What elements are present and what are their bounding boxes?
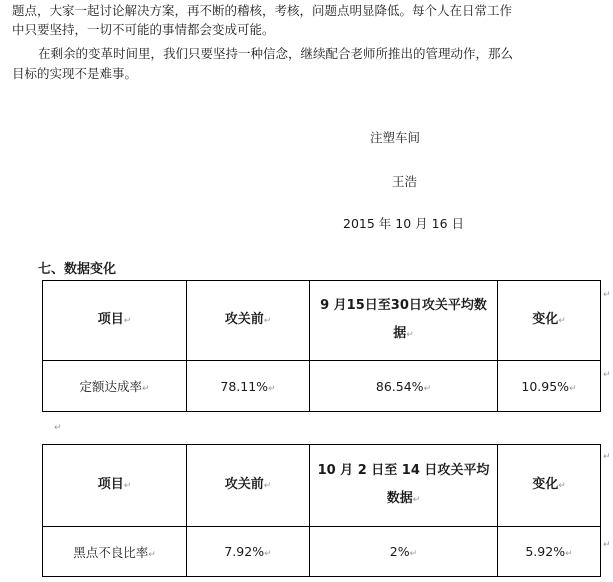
value-cell: 7.92%↵	[187, 527, 310, 577]
paragraph-mark: ↵	[558, 481, 566, 491]
paragraph-mark: ↵	[263, 481, 272, 491]
value-cell: 10.95%↵	[498, 361, 601, 412]
author-name: 王浩	[392, 174, 418, 189]
paragraph-mark: ↵	[54, 423, 62, 433]
paragraph-mark: ↵	[268, 383, 276, 394]
header-cell: 变化↵	[498, 281, 601, 361]
row-end-mark: ↵	[603, 370, 611, 380]
paragraph-line: 中只要坚持，一切不可能的事情都会变成可能。	[12, 22, 275, 37]
paragraph-mark: ↵	[558, 316, 566, 326]
paragraph-mark: ↵	[263, 316, 272, 326]
row-end-mark: ↵	[603, 452, 611, 462]
data-table-1	[42, 280, 601, 412]
value-cell: 78.11%↵	[187, 361, 310, 412]
paragraph-mark: ↵	[123, 481, 132, 491]
paragraph-line: 在剩余的变革时间里，我们只要坚持一种信念，继续配合老师所推出的管理动作，那么	[38, 46, 514, 61]
table-header-row	[43, 281, 601, 361]
paragraph-mark: ↵	[565, 549, 573, 559]
row-label-cell: 黑点不良比率↵	[43, 527, 187, 577]
header-cell: 攻关前↵	[187, 281, 310, 361]
header-cell: 项目↵	[43, 445, 187, 527]
document-date: 2015 年 10 月 16 日	[343, 216, 464, 231]
paragraph-mark: ↵	[123, 316, 132, 326]
row-label-cell: 定额达成率↵	[43, 361, 187, 412]
paragraph-mark: ↵	[148, 549, 156, 560]
paragraph-line: 题点，大家一起讨论解决方案，再不断的稽核，考核，问题点明显降低。每个人在日常工作	[12, 3, 513, 18]
section-title: 七、数据变化	[38, 262, 117, 277]
value-cell: 5.92%↵	[498, 527, 601, 577]
department-name: 注塑车间	[370, 130, 421, 145]
row-end-mark: ↵	[603, 540, 611, 550]
header-cell: 变化↵	[498, 445, 601, 527]
paragraph-mark: ↵	[412, 495, 421, 505]
paragraph-line: 目标的实现不是难事。	[12, 66, 138, 81]
row-end-mark: ↵	[603, 290, 611, 300]
table-row	[43, 527, 601, 577]
table-row	[43, 361, 601, 412]
paragraph-mark: ↵	[409, 549, 418, 559]
paragraph-mark: ↵	[423, 383, 432, 394]
header-cell: 项目↵	[43, 281, 187, 361]
paragraph-mark: ↵	[406, 330, 414, 340]
table-header-row	[43, 445, 601, 527]
paragraph-mark: ↵	[569, 383, 577, 394]
value-cell: 86.54%↵	[310, 361, 498, 412]
header-cell: 攻关前↵	[187, 445, 310, 527]
header-cell: 9 月15日至30日攻关平均数据↵	[310, 281, 498, 361]
paragraph-mark: ↵	[141, 384, 150, 394]
header-cell: 10 月 2 日至 14 日攻关平均数据↵	[310, 445, 498, 527]
paragraph-mark: ↵	[264, 549, 272, 559]
value-cell: 2%↵	[310, 527, 498, 577]
data-table-2	[42, 444, 601, 577]
